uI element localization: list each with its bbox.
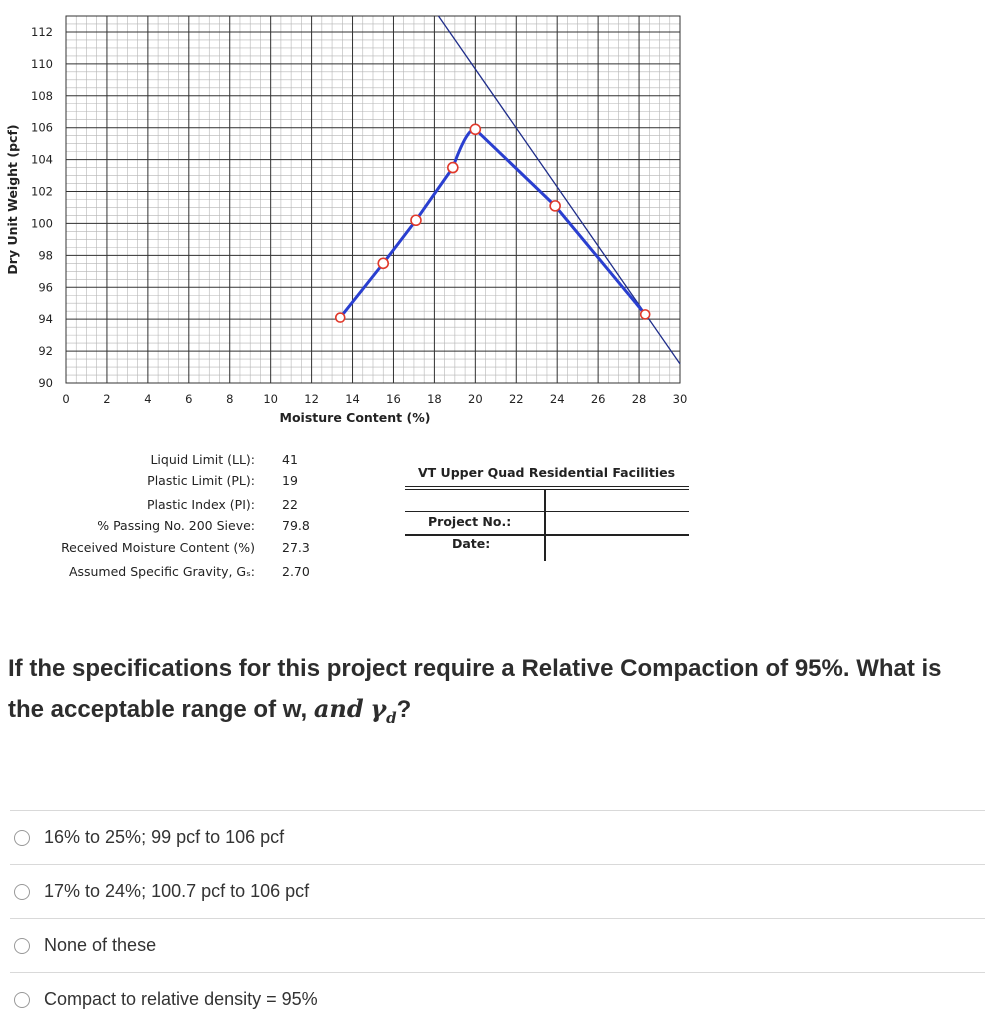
property-value: 27.3 xyxy=(282,540,310,555)
option-label: 17% to 24%; 100.7 pcf to 106 pcf xyxy=(44,881,310,901)
property-label: Plastic Index (PI): xyxy=(147,497,255,512)
property-value: 19 xyxy=(282,473,298,488)
property-row xyxy=(40,452,330,472)
y-axis-label: Dry Unit Weight (pcf) xyxy=(5,124,20,275)
question-line-1: If the specifications for this project require a Relative Compaction of 95%. What is xyxy=(8,655,942,682)
property-label: Plastic Limit (PL): xyxy=(147,473,255,488)
project-no-label: Project No.: xyxy=(428,514,512,529)
answer-option[interactable] xyxy=(10,972,985,1026)
y-tick-label: 92 xyxy=(38,344,53,359)
answer-option[interactable] xyxy=(10,810,985,864)
x-tick-label: 6 xyxy=(185,392,193,406)
data-point xyxy=(550,201,560,211)
data-point xyxy=(411,215,421,225)
y-tick-label: 98 xyxy=(38,248,53,263)
x-tick-label: 22 xyxy=(508,392,524,406)
x-tick-label: 0 xyxy=(62,392,70,406)
y-tick-label: 94 xyxy=(38,312,53,327)
property-value: 2.70 xyxy=(282,564,310,579)
x-tick-label: 26 xyxy=(590,392,606,406)
x-tick-label: 30 xyxy=(672,392,688,406)
x-axis-ticks xyxy=(62,392,687,406)
gamma-symbol: γ xyxy=(370,694,387,723)
radio-button[interactable] xyxy=(14,938,30,954)
y-tick-label: 104 xyxy=(31,152,53,167)
option-label: None of these xyxy=(44,935,157,955)
x-tick-label: 8 xyxy=(226,392,234,406)
data-point xyxy=(336,313,345,322)
x-tick-label: 16 xyxy=(386,392,401,406)
property-row xyxy=(40,540,330,560)
property-value: 41 xyxy=(282,452,298,467)
answer-option[interactable] xyxy=(10,864,985,918)
divider xyxy=(405,489,689,490)
data-point xyxy=(378,258,388,268)
x-tick-label: 14 xyxy=(345,392,360,406)
y-tick-label: 102 xyxy=(31,184,53,199)
answer-option[interactable] xyxy=(10,918,985,972)
question-and: and xyxy=(313,694,364,723)
x-axis-label: Moisture Content (%) xyxy=(279,410,431,425)
question-line-2 xyxy=(8,689,993,738)
compaction-chart xyxy=(0,0,1003,440)
y-axis-ticks xyxy=(31,25,53,390)
option-label: Compact to relative density = 95% xyxy=(44,989,318,1009)
x-tick-label: 24 xyxy=(549,392,565,406)
radio-button[interactable] xyxy=(14,992,30,1008)
x-tick-label: 12 xyxy=(304,392,319,406)
question-text xyxy=(8,649,993,738)
answer-options xyxy=(10,810,985,1026)
property-row xyxy=(40,473,330,493)
y-tick-label: 106 xyxy=(31,120,53,135)
property-label: Assumed Specific Gravity, Gₛ: xyxy=(68,564,255,579)
radio-button[interactable] xyxy=(14,884,30,900)
data-point xyxy=(448,163,458,173)
y-tick-label: 100 xyxy=(31,216,53,231)
company-name: VT Upper Quad Residential Facilities xyxy=(418,465,676,480)
y-tick-label: 90 xyxy=(38,376,53,390)
chart-grid-minor xyxy=(66,16,680,383)
x-tick-label: 20 xyxy=(468,392,483,406)
radio-button[interactable] xyxy=(14,830,30,846)
property-value: 22 xyxy=(282,497,298,512)
question-suffix: ? xyxy=(396,696,412,723)
x-tick-label: 28 xyxy=(631,392,647,406)
property-label: Received Moisture Content (%) xyxy=(61,540,255,555)
gamma-subscript: d xyxy=(386,708,397,727)
property-row xyxy=(40,518,330,538)
x-tick-label: 2 xyxy=(103,392,111,406)
y-tick-label: 108 xyxy=(31,88,53,103)
property-label: % Passing No. 200 Sieve: xyxy=(97,518,255,533)
divider xyxy=(405,486,689,487)
property-value: 79.8 xyxy=(282,518,310,533)
data-point xyxy=(470,124,480,134)
divider xyxy=(405,511,689,512)
property-row xyxy=(40,497,330,517)
option-label: 16% to 25%; 99 pcf to 106 pcf xyxy=(44,827,285,847)
y-tick-label: 96 xyxy=(38,280,53,295)
x-tick-label: 18 xyxy=(427,392,442,406)
divider xyxy=(544,489,546,561)
x-tick-label: 4 xyxy=(144,392,152,406)
x-tick-label: 10 xyxy=(263,392,278,406)
date-label: Date: xyxy=(452,536,491,551)
property-row xyxy=(40,564,330,584)
y-tick-label: 112 xyxy=(31,24,53,39)
divider xyxy=(405,534,689,536)
data-point xyxy=(641,310,650,319)
property-label: Liquid Limit (LL): xyxy=(150,452,255,467)
y-tick-label: 110 xyxy=(31,56,53,71)
question-prefix: the acceptable range of w, xyxy=(8,696,308,723)
